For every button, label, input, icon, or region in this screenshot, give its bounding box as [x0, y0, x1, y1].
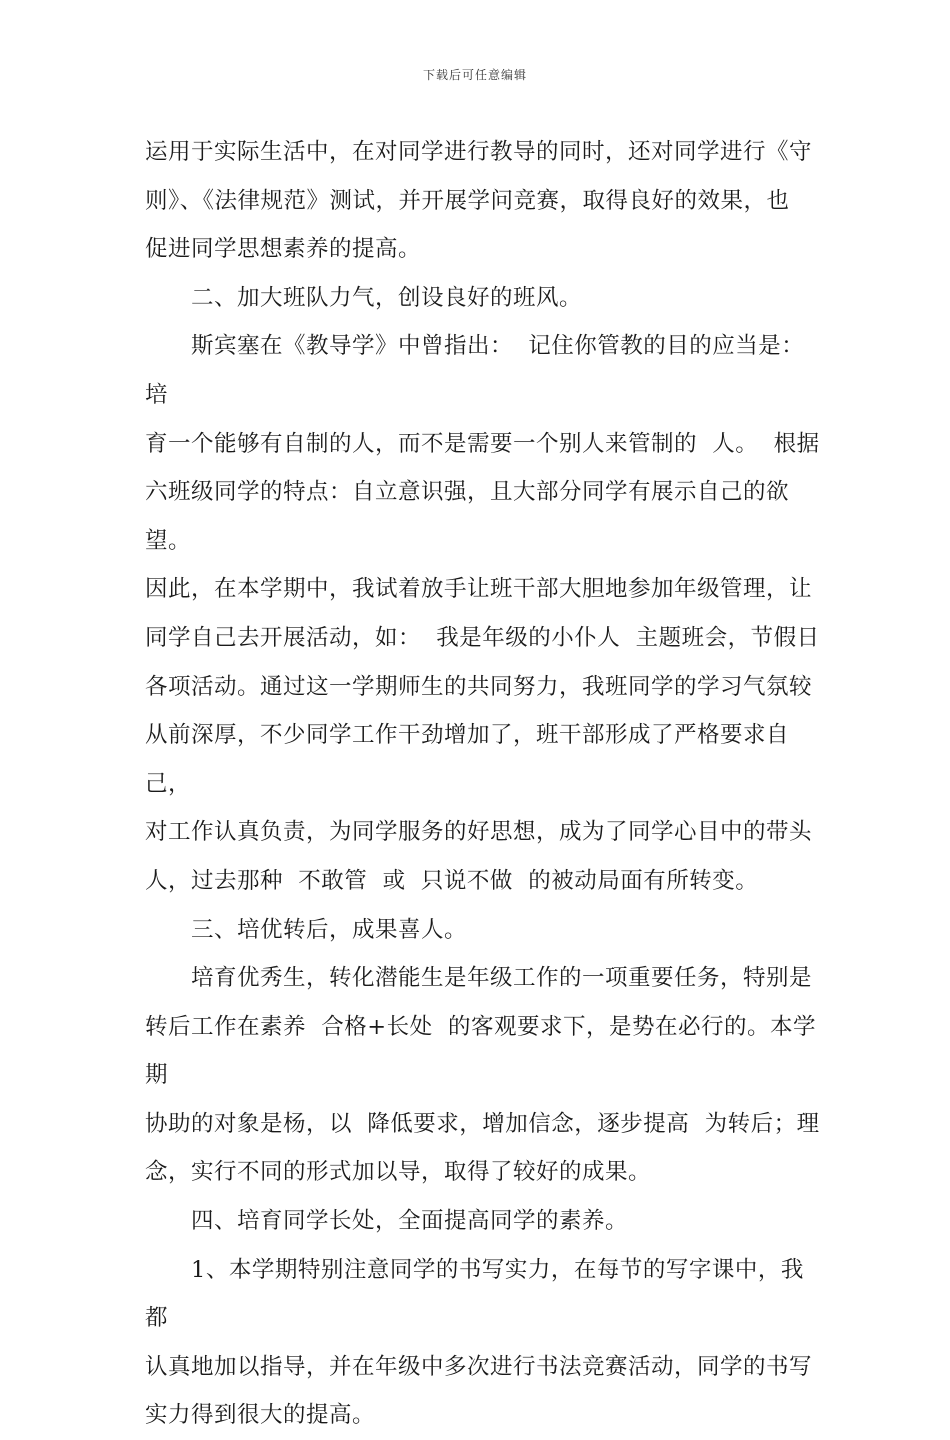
page-header-note: 下载后可任意编辑 [422, 68, 527, 82]
section-heading-4: 四、培育同学长处，全面提高同学的素养。 [191, 1208, 629, 1235]
paragraph-1: 运用于实际生活中，在对同学进行教导的同时，还对同学进行《守 则》、《法律规范》测试，并开展学问竞赛，取得良好的效果，也 促进同学思想素养的提高。 [145, 139, 813, 263]
document-body [145, 128, 825, 1440]
paragraph-7: 1、本学期特别注意同学的书写实力，在每节的写字课中，我都 认真地加以指导，并在年级中多次进行书法竞赛活动，同学的书写 实力得到很大的提高。 [145, 1256, 813, 1429]
paragraph-5: 培育优秀生，转化潜能生是年级工作的一项重要任务，特别是 转后工作在素养 合格+长处 的客观要求下，是势在必行的。本学期 协助的对象是杨，以 降低要求，增加信念，逐步提高 为转后；理 念，实行不同的形式加以导，取得了较好的成果。 [145, 965, 820, 1186]
paragraph-3: 斯宾塞在《教导学》中曾指出： 记住你管教的目的应当是：培 育一个能够有自制的人，而不是需要一个别人来管制的 人。 根据 六班级同学的特点：自立意识强，且大部分同学有展示自己的欲望。 因此，在本学期中，我试着放手让班干部大胆地参加年级管理，让 同学自己去开展活动，如： 我是年级的小仆人 主题班会，节假日 各项活动。通过这一学期师生的共同努力，我班同学的学习气氛较 从前深厚，不少同学工作干劲增加了，班干部形成了严格要求自己， 对工作认真负责，为同学服务的好思想，成为了同学心目中的带头 人，过去那种 不敢管 或 只说不做 的被动局面有所转变。 [145, 333, 820, 894]
section-heading-3: 三、培优转后，成果喜人。 [191, 916, 468, 943]
section-heading-2: 二、加大班队力气，创设良好的班风。 [191, 284, 583, 311]
